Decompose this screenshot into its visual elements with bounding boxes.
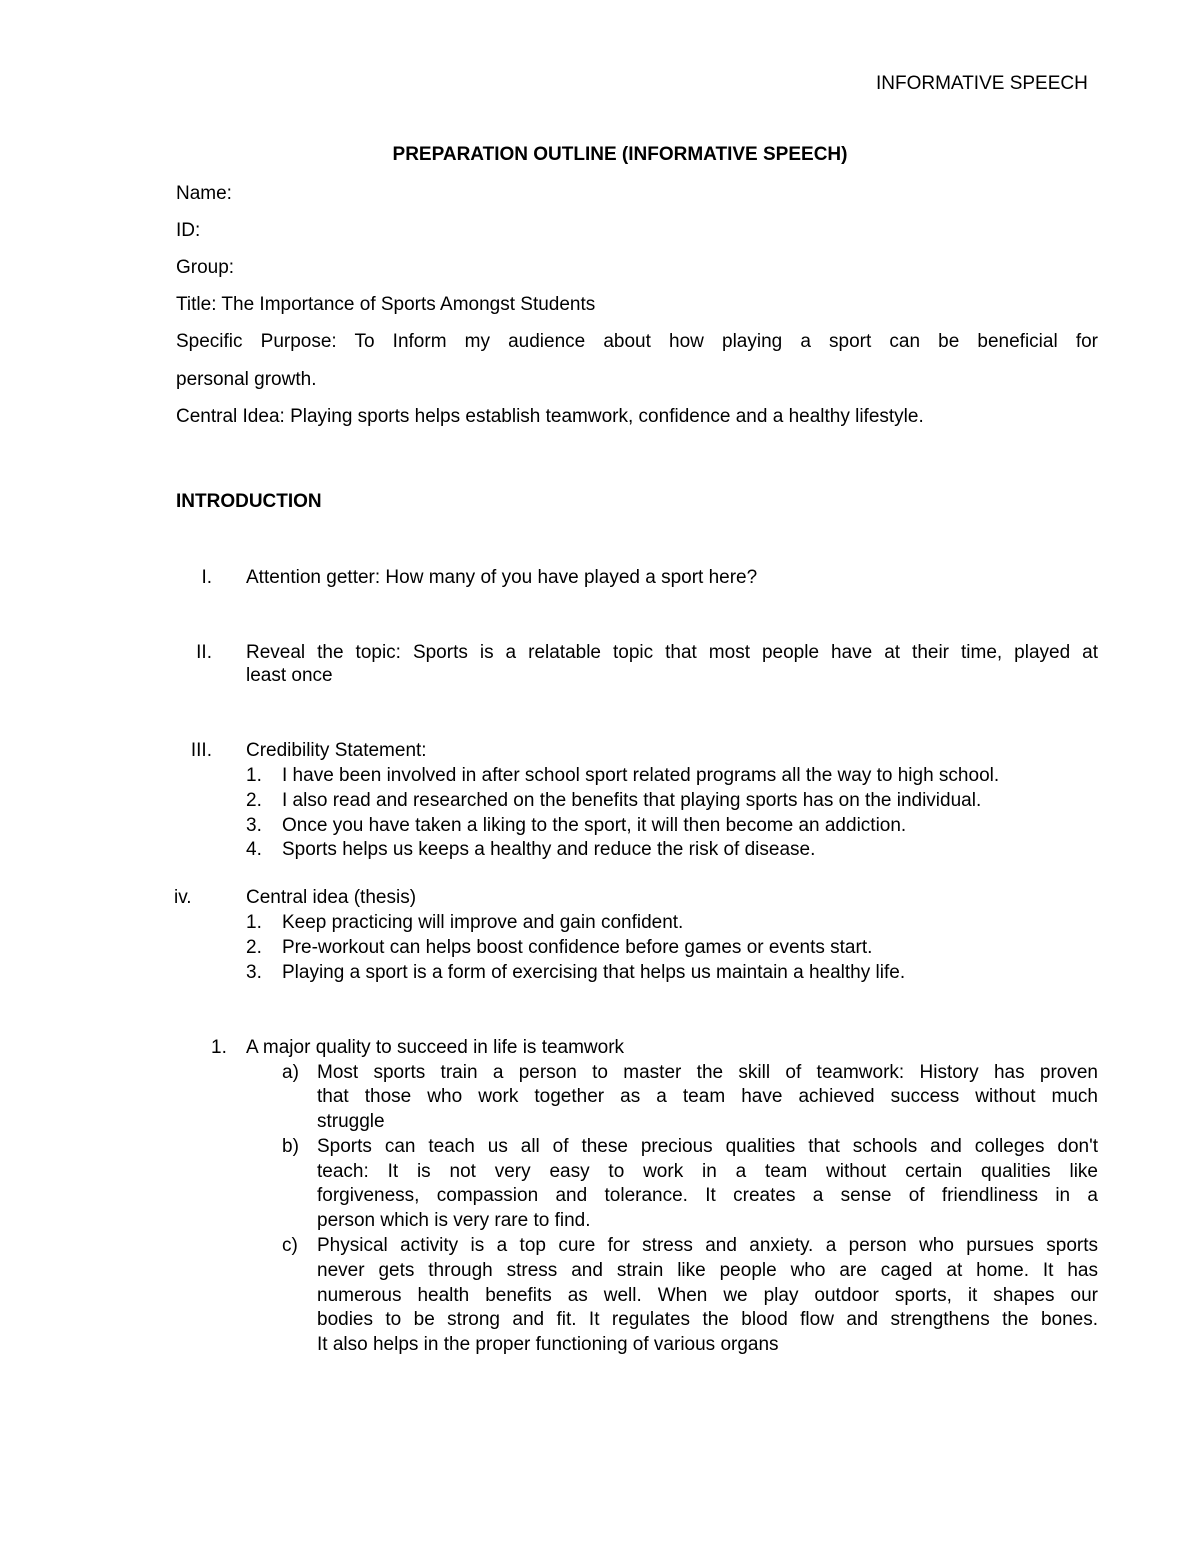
roman-numeral: II.	[196, 642, 212, 663]
sub-point-c-line: It also helps in the proper functioning of various organs	[317, 1334, 779, 1355]
thesis-heading: Central idea (thesis)	[246, 887, 417, 908]
main-point-1: A major quality to succeed in life is teamwork	[246, 1037, 625, 1058]
central-idea: Central Idea: Playing sports helps establish teamwork, confidence and a healthy lifestyle.	[176, 406, 924, 427]
credibility-statement: Credibility Statement:	[246, 740, 427, 761]
thesis-item: Pre-workout can helps boost confidence before games or events start.	[282, 937, 873, 958]
list-number: 3.	[246, 815, 262, 836]
sub-point-b-line: Sports can teach us all of these precious qualities that schools and colleges don't	[317, 1136, 1098, 1157]
specific-purpose-line1: Specific Purpose: To Inform my audience about how playing a sport can be beneficial for	[176, 331, 1098, 352]
sub-point-a-line: struggle	[317, 1111, 385, 1132]
sub-point-letter: b)	[282, 1136, 299, 1157]
sub-point-a-line: Most sports train a person to master the skill of teamwork: History has proven	[317, 1062, 1098, 1083]
roman-numeral: III.	[190, 740, 212, 761]
reveal-topic-line2: least once	[246, 665, 333, 686]
list-number: 1.	[246, 912, 262, 933]
sub-point-b-line: forgiveness, compassion and tolerance. It creates a sense of friendliness in a	[317, 1185, 1098, 1206]
attention-getter: Attention getter: How many of you have played a sport here?	[246, 567, 758, 588]
sub-point-c-line: bodies to be strong and fit. It regulates the blood flow and strengthens the bones.	[317, 1309, 1098, 1330]
list-number: 4.	[246, 839, 262, 860]
sub-point-letter: c)	[282, 1235, 298, 1256]
introduction-heading: INTRODUCTION	[176, 491, 322, 512]
credibility-item: Sports helps us keeps a healthy and reduce the risk of disease.	[282, 839, 816, 860]
sub-point-c-line: Physical activity is a top cure for stress and anxiety. a person who pursues sports	[317, 1235, 1098, 1256]
id-field: ID:	[176, 220, 201, 241]
sub-point-letter: a)	[282, 1062, 299, 1083]
thesis-item: Keep practicing will improve and gain confident.	[282, 912, 684, 933]
credibility-item: I also read and researched on the benefits that playing sports has on the individual.	[282, 790, 982, 811]
credibility-item: Once you have taken a liking to the sport, it will then become an addiction.	[282, 815, 907, 836]
sub-point-b-line: teach: It is not very easy to work in a team without certain qualities like	[317, 1161, 1098, 1182]
list-number: 2.	[246, 790, 262, 811]
reveal-topic-line1: Reveal the topic: Sports is a relatable topic that most people have at their time, played at	[246, 642, 1098, 663]
sub-point-b-line: person which is very rare to find.	[317, 1210, 591, 1231]
specific-purpose-line2: personal growth.	[176, 369, 317, 390]
speech-title: Title: The Importance of Sports Amongst Students	[176, 294, 596, 315]
outline-title: PREPARATION OUTLINE (INFORMATIVE SPEECH)	[392, 144, 848, 165]
list-number: 2.	[246, 937, 262, 958]
name-field: Name:	[176, 183, 232, 204]
roman-numeral: iv.	[174, 887, 192, 908]
roman-numeral: I.	[201, 567, 212, 588]
list-number: 3.	[246, 962, 262, 983]
credibility-item: I have been involved in after school sport related programs all the way to high school.	[282, 765, 1000, 786]
group-field: Group:	[176, 257, 235, 278]
sub-point-c-line: numerous health benefits as well. When we play outdoor sports, it shapes our	[317, 1285, 1098, 1306]
thesis-item: Playing a sport is a form of exercising that helps us maintain a healthy life.	[282, 962, 906, 983]
list-number: 1.	[211, 1037, 227, 1058]
sub-point-c-line: never gets through stress and strain like people who are caged at home. It has	[317, 1260, 1098, 1281]
running-header: INFORMATIVE SPEECH	[876, 73, 1088, 94]
sub-point-a-line: that those who work together as a team have achieved success without much	[317, 1086, 1098, 1107]
list-number: 1.	[246, 765, 262, 786]
